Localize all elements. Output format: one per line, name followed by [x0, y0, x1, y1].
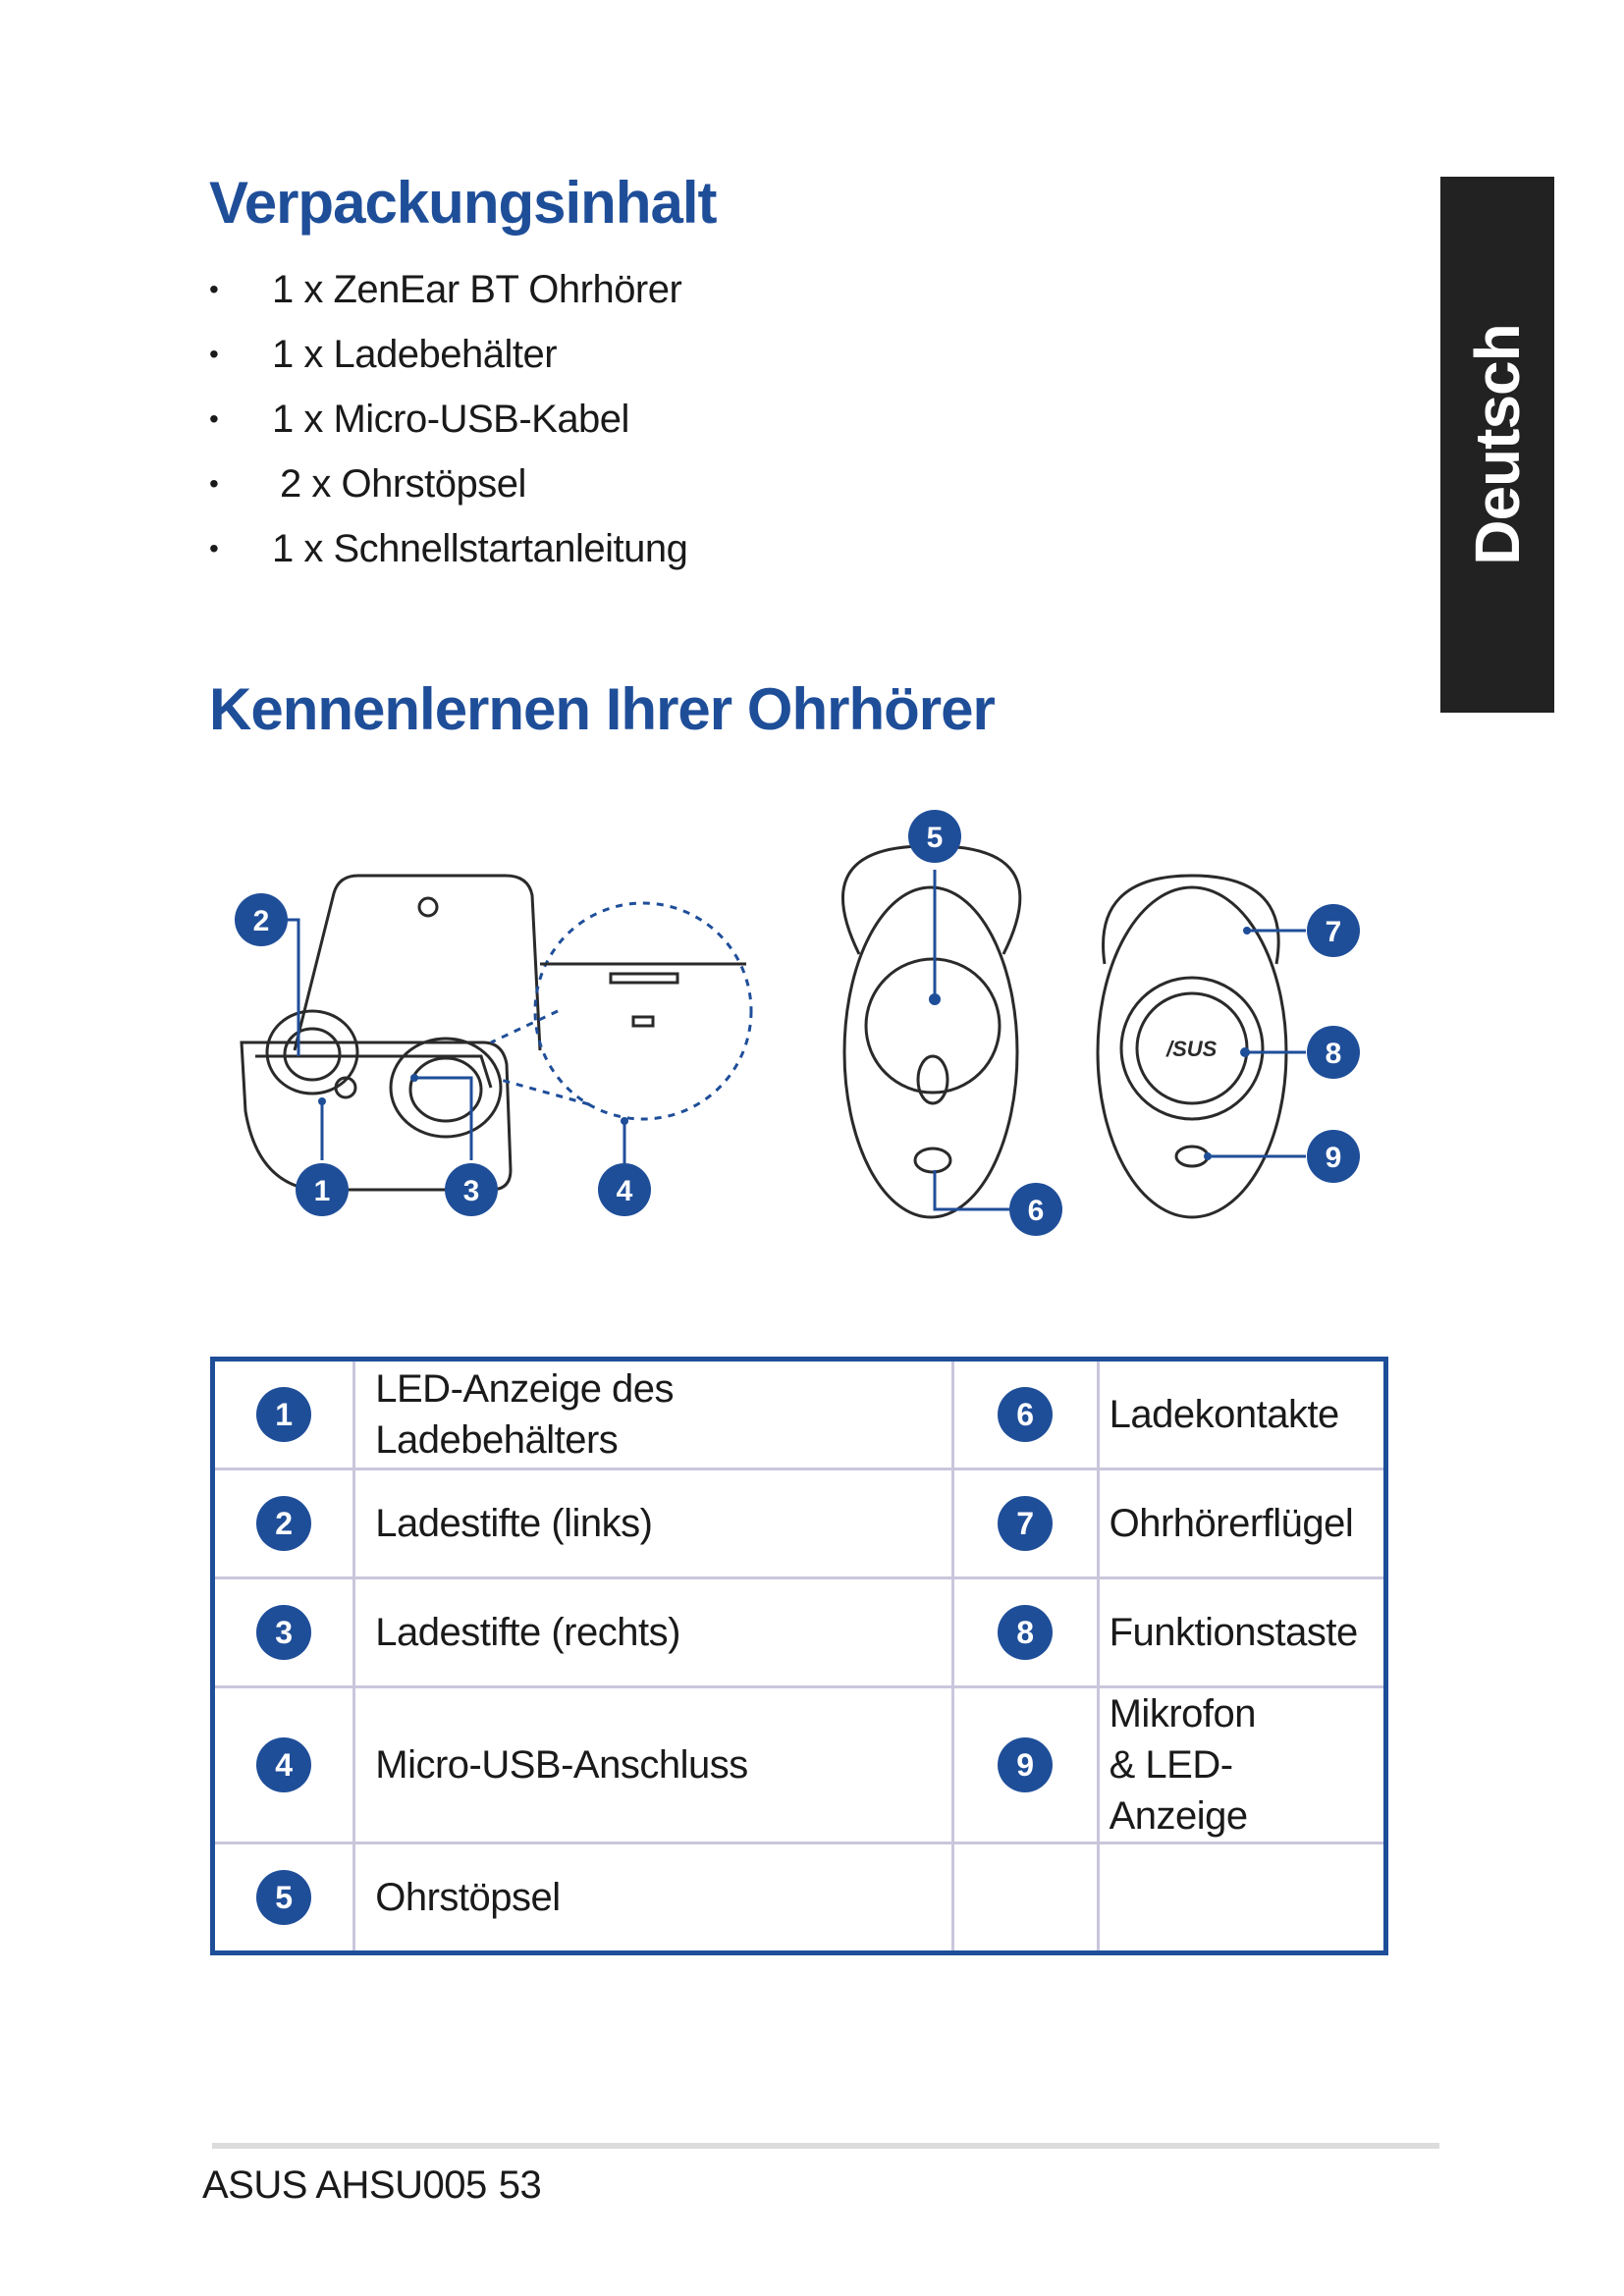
part-number-badge: 3	[256, 1605, 311, 1660]
footer-divider	[212, 2143, 1439, 2149]
table-cell	[952, 1843, 1098, 1953]
callout-4	[598, 1163, 651, 1216]
part-label: Ladestifte (rechts)	[354, 1578, 952, 1687]
list-item: • 2 x Ohrstöpsel	[209, 452, 687, 516]
part-label: Ohrhörerflügel	[1098, 1469, 1385, 1578]
part-label: Micro-USB-Anschluss	[354, 1687, 952, 1843]
language-tab-label: Deutsch	[1462, 324, 1533, 565]
leader-dot-9	[1204, 1152, 1212, 1160]
usb-port	[633, 1017, 653, 1026]
callout-9	[1307, 1130, 1360, 1183]
leader-dot-8	[1240, 1047, 1250, 1057]
list-item: • 1 x Ladebehälter	[209, 322, 687, 387]
callout-1	[296, 1163, 349, 1216]
zoom-guide-line-top	[491, 1011, 558, 1042]
zoom-case-slot	[611, 974, 677, 983]
case-left-cup-inner	[285, 1029, 340, 1080]
earbud-back-mic	[1176, 1147, 1208, 1166]
callout-8-label: 8	[1325, 1038, 1342, 1070]
table-cell	[952, 1469, 1098, 1578]
part-number-badge: 2	[256, 1496, 311, 1551]
earbuds-diagram	[196, 785, 1424, 1296]
table-cell	[952, 1687, 1098, 1843]
callout-7	[1307, 904, 1360, 957]
leader-dot-1	[318, 1097, 326, 1105]
part-label: Mikrofon & LED-Anzeige	[1098, 1687, 1385, 1843]
callout-5	[908, 810, 961, 863]
earbud-front-tip	[866, 959, 1000, 1093]
part-label: LED-Anzeige des Ladebehälters	[354, 1360, 952, 1469]
list-item: • 1 x ZenEar BT Ohrhörer	[209, 257, 687, 322]
usb-port-zoom	[535, 903, 751, 1119]
leader-dot-4	[621, 1117, 628, 1125]
list-item: • 1 x Schnellstartanleitung	[209, 516, 687, 581]
table-cell	[952, 1578, 1098, 1687]
footer-product: ASUS AHSU005	[202, 2163, 487, 2207]
table-cell	[213, 1843, 354, 1953]
table-row	[213, 1578, 1386, 1687]
callout-6	[1009, 1183, 1062, 1236]
callout-2	[235, 893, 288, 946]
asus-logo: /SUS	[1166, 1037, 1218, 1061]
leader-dot-3	[410, 1074, 418, 1082]
case-lid	[295, 876, 540, 1050]
part-number-badge: 1	[256, 1387, 311, 1442]
table-cell	[213, 1360, 354, 1469]
part-label: Ohrstöpsel	[354, 1843, 952, 1953]
section-title-contents: Verpackungsinhalt	[209, 170, 717, 236]
part-number-badge: 7	[998, 1496, 1053, 1551]
table-row	[213, 1469, 1386, 1578]
callout-2-label: 2	[252, 905, 270, 937]
leader-dot-5	[929, 993, 941, 1005]
table-cell	[1098, 1843, 1385, 1953]
table-row	[213, 1687, 1386, 1843]
earbud-front-nozzle	[918, 1056, 947, 1103]
table-cell	[213, 1578, 354, 1687]
page-footer	[202, 2163, 541, 2208]
table-row	[213, 1843, 1386, 1953]
table-row	[213, 1360, 1386, 1469]
callout-3	[445, 1163, 498, 1216]
part-number-badge: 9	[998, 1737, 1053, 1792]
callout-8	[1307, 1026, 1360, 1079]
package-contents-list	[209, 257, 687, 581]
list-item: • 1 x Micro-USB-Kabel	[209, 387, 687, 452]
callout-7-label: 7	[1325, 916, 1342, 948]
language-tab	[1440, 177, 1554, 713]
part-number-badge: 4	[256, 1737, 311, 1792]
case-lid-magnet	[419, 898, 437, 916]
leader-line-3	[414, 1078, 471, 1160]
callout-5-label: 5	[926, 822, 944, 854]
part-number-badge: 8	[998, 1605, 1053, 1660]
page-number: 53	[498, 2163, 542, 2207]
leader-dot-7	[1243, 927, 1251, 934]
callout-3-label: 3	[462, 1175, 480, 1207]
parts-table	[210, 1357, 1388, 1955]
table-cell	[952, 1360, 1098, 1469]
part-label: Ladestifte (links)	[354, 1469, 952, 1578]
callout-9-label: 9	[1325, 1142, 1342, 1174]
earbud-front-contacts	[915, 1148, 950, 1172]
leader-line-6	[935, 1170, 1009, 1209]
part-label: Ladekontakte	[1098, 1360, 1385, 1469]
part-number-badge: 5	[256, 1870, 311, 1925]
callout-4-label: 4	[616, 1175, 633, 1207]
zoom-guide-line-bottom	[501, 1080, 589, 1104]
part-label: Funktionstaste	[1098, 1578, 1385, 1687]
table-cell	[213, 1469, 354, 1578]
callout-6-label: 6	[1027, 1195, 1045, 1227]
callout-1-label: 1	[313, 1175, 331, 1207]
table-cell	[213, 1687, 354, 1843]
section-title-earbuds: Kennenlernen Ihrer Ohrhörer	[209, 676, 995, 742]
part-number-badge: 6	[998, 1387, 1053, 1442]
